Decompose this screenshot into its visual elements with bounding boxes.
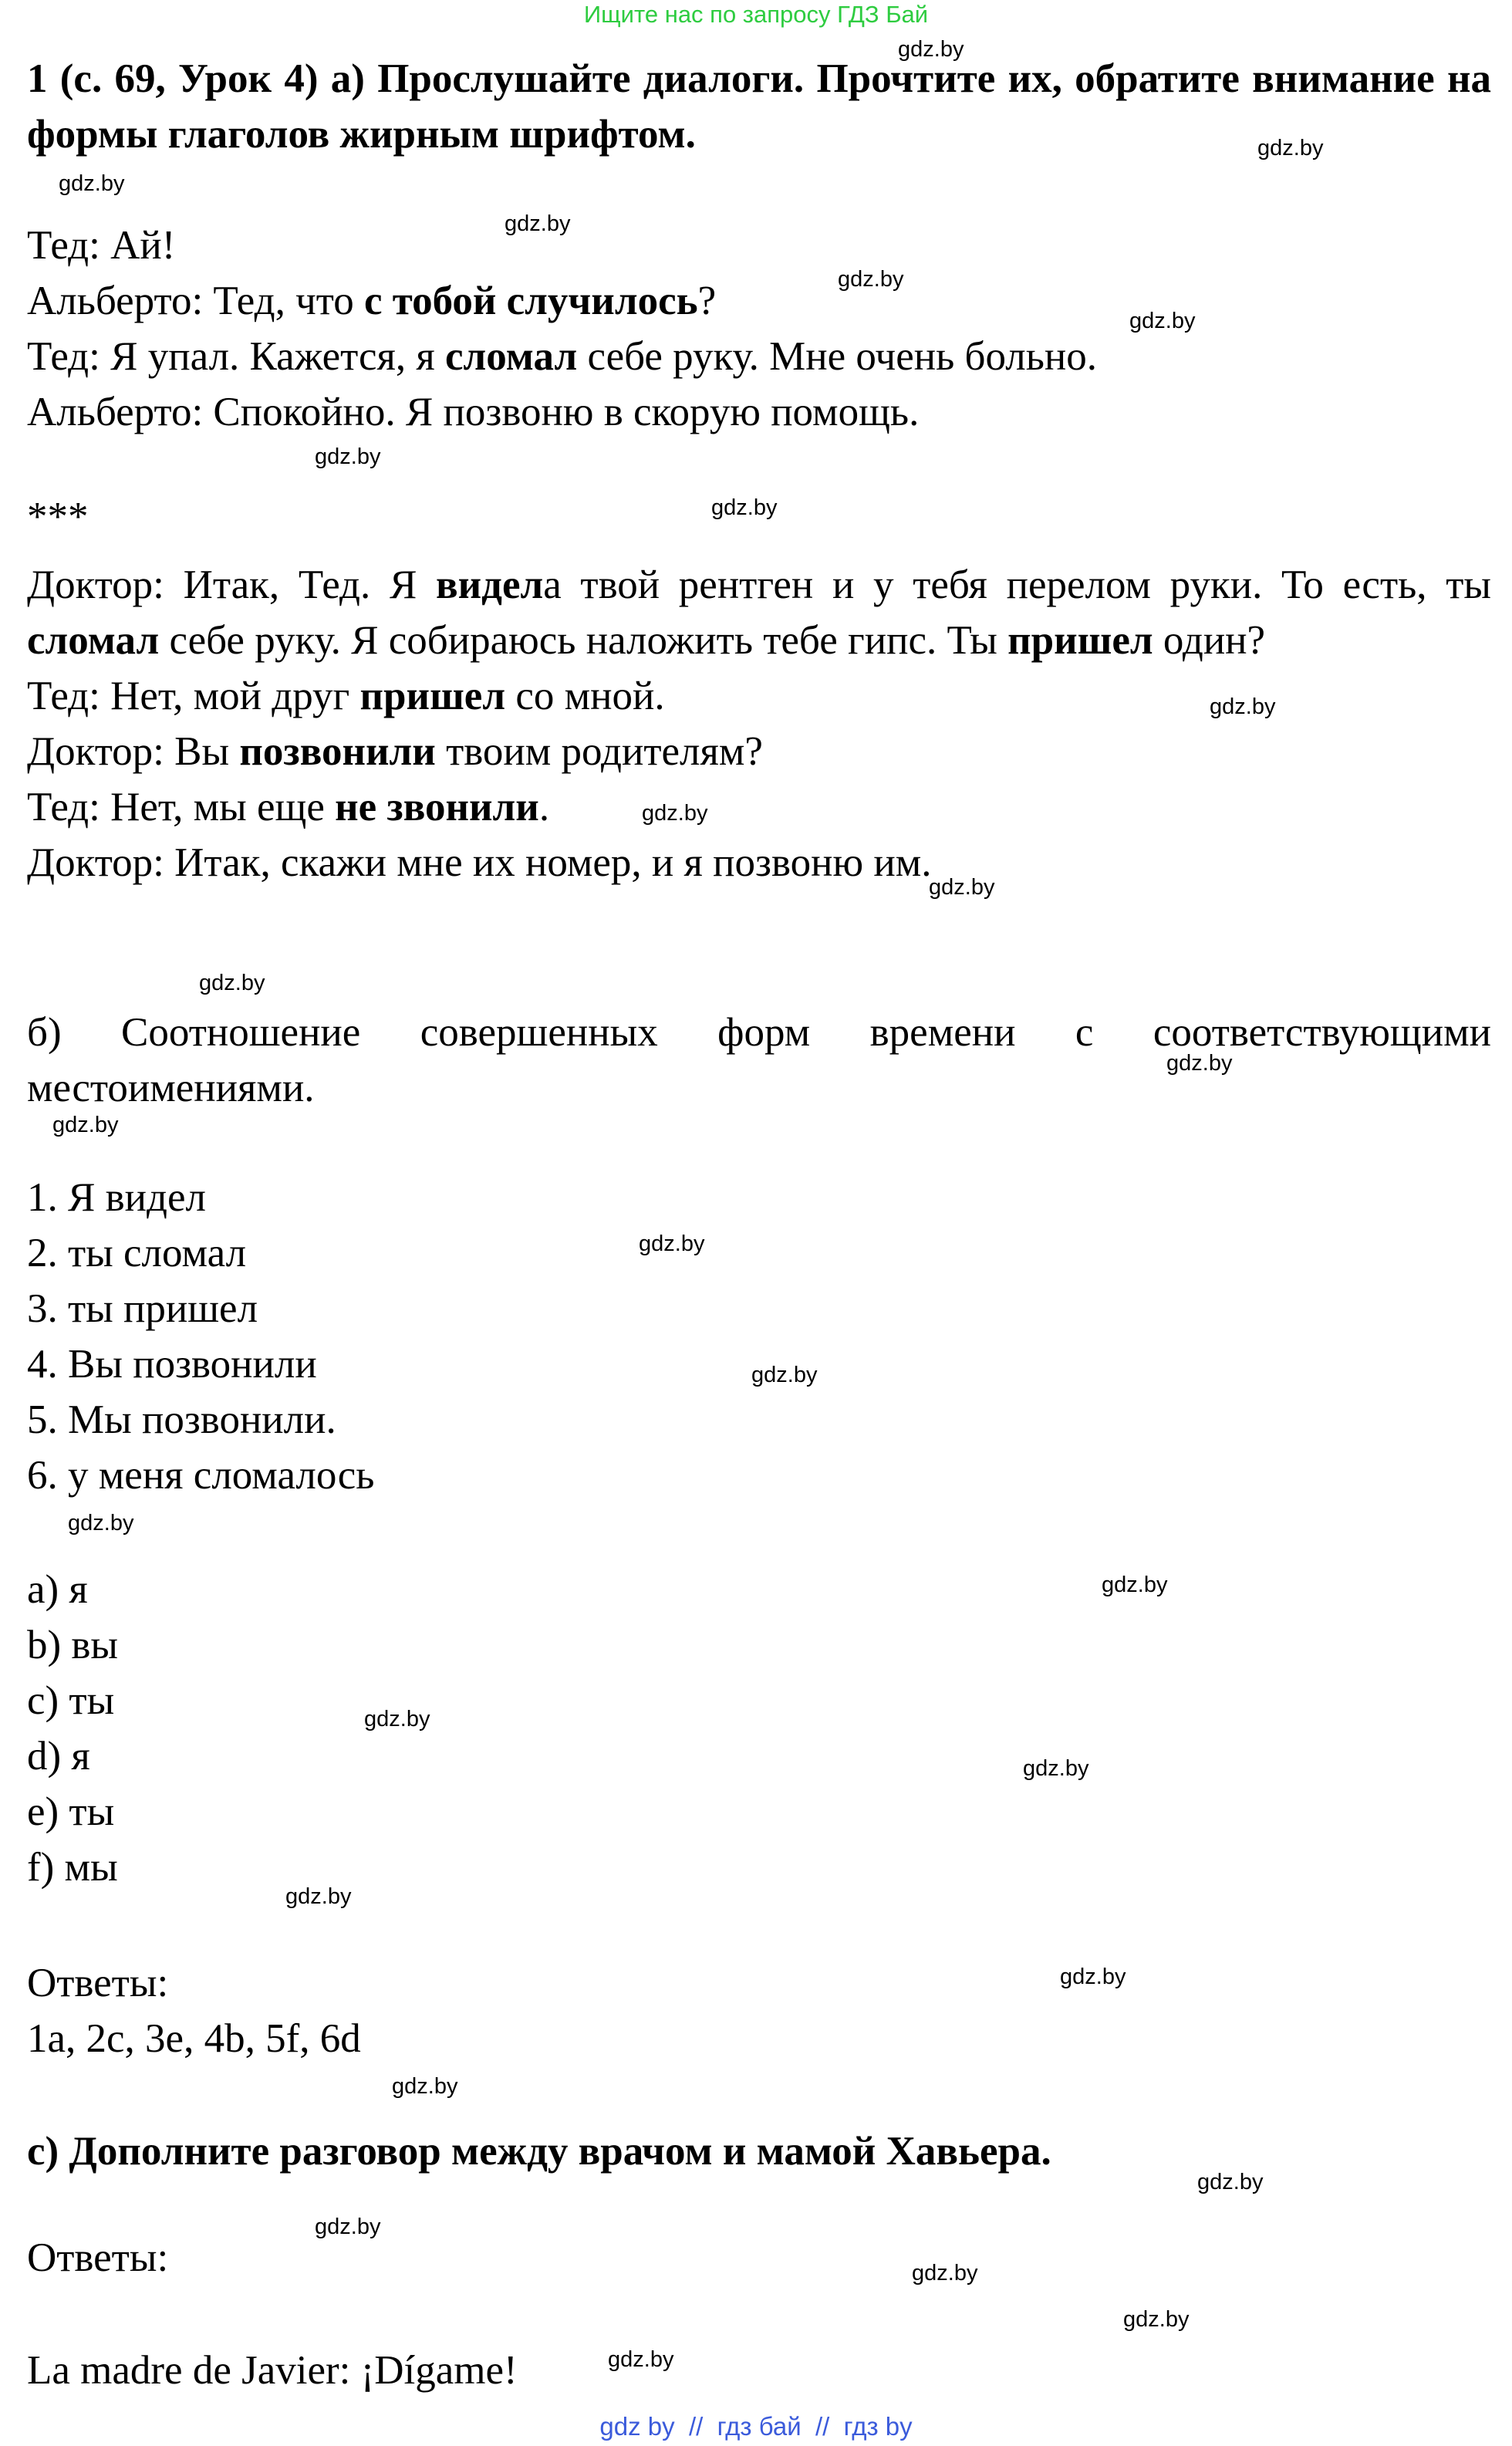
watermark: gdz.by bbox=[639, 1231, 705, 1256]
answers-value: 1a, 2c, 3e, 4b, 5f, 6d bbox=[27, 2016, 361, 2061]
watermark: gdz.by bbox=[392, 2074, 458, 2099]
bold-verb: позвонили bbox=[239, 729, 436, 774]
search-banner: Ищите нас по запросу ГДЗ Бай bbox=[583, 1, 929, 28]
watermark: gdz.by bbox=[1210, 694, 1276, 719]
watermark: gdz.by bbox=[315, 2215, 381, 2239]
answers-label: Ответы: bbox=[27, 1961, 169, 2005]
task-c-title: c) Дополните разговор между врачом и мамой Хавьера. bbox=[27, 2129, 1051, 2174]
text: один? bbox=[1153, 618, 1266, 663]
text: себе руку. Мне очень больно. bbox=[577, 334, 1098, 379]
text: себе руку. Я собираюсь наложить тебе гипс. Ты bbox=[159, 618, 1008, 663]
pronoun-item: e) ты bbox=[27, 1789, 115, 1834]
watermark: gdz.by bbox=[59, 171, 125, 196]
dialog1-line2 bbox=[27, 273, 716, 329]
watermark: gdz.by bbox=[1102, 1573, 1168, 1597]
bold-verb: пришел bbox=[359, 674, 506, 718]
dialog1-line3 bbox=[27, 329, 1097, 384]
verb-item: 6. у меня сломалось bbox=[27, 1453, 375, 1498]
text: а твой рентген и у тебя перелом руки. То есть, ты bbox=[543, 563, 1491, 607]
dialog2-line2 bbox=[27, 668, 665, 724]
watermark: gdz.by bbox=[199, 971, 265, 995]
text: Альберто: Тед, что bbox=[27, 279, 364, 323]
watermark: gdz.by bbox=[505, 211, 571, 236]
footer-links: gdz by // гдз бай // гдз by bbox=[599, 2412, 913, 2441]
watermark: gdz.by bbox=[1197, 2170, 1264, 2194]
bold-verb: сломал bbox=[444, 334, 578, 379]
bold-verb: видел bbox=[435, 563, 544, 607]
watermark: gdz.by bbox=[1060, 1965, 1126, 1989]
watermark: gdz.by bbox=[751, 1363, 818, 1387]
task-a-title-line1: 1 (с. 69, Урок 4) а) Прослушайте диалоги. Прочтите их, обратите bbox=[27, 56, 1240, 101]
separator: *** bbox=[27, 495, 89, 539]
verb-item: 5. Мы позвонили. bbox=[27, 1397, 336, 1442]
pronoun-item: f) мы bbox=[27, 1845, 118, 1890]
watermark: gdz.by bbox=[898, 37, 964, 62]
watermark: gdz.by bbox=[929, 875, 995, 900]
watermark: gdz.by bbox=[838, 267, 904, 292]
verb-item: 3. ты пришел bbox=[27, 1286, 258, 1331]
text: со мной. bbox=[505, 674, 665, 718]
answers-label: Ответы: bbox=[27, 2235, 169, 2280]
dialog2-paragraph1 bbox=[27, 557, 1491, 668]
watermark: gdz.by bbox=[364, 1707, 430, 1731]
watermark: gdz.by bbox=[1129, 309, 1196, 333]
pronoun-item: d) я bbox=[27, 1734, 90, 1779]
dialog2-line3 bbox=[27, 724, 763, 779]
text: ? bbox=[697, 279, 717, 323]
watermark: gdz.by bbox=[1023, 1756, 1089, 1781]
watermark: gdz.by bbox=[608, 2347, 674, 2372]
dialog2-line5: Доктор: Итак, скажи мне их номер, и я позвоню им. bbox=[27, 840, 932, 885]
pronoun-item: a) я bbox=[27, 1567, 88, 1612]
watermark: gdz.by bbox=[52, 1113, 119, 1137]
bold-verb: пришел bbox=[1007, 618, 1153, 663]
watermark: gdz.by bbox=[315, 444, 381, 469]
bold-verb: сломал bbox=[27, 618, 160, 663]
watermark: gdz.by bbox=[642, 801, 708, 826]
text: Тед: Нет, мы еще bbox=[27, 785, 336, 829]
watermark: gdz.by bbox=[711, 495, 778, 520]
watermark: gdz.by bbox=[1166, 1051, 1233, 1076]
task-b-text: б) Соотношение совершенных форм времени с соответствующими местоимениями. bbox=[27, 1010, 1491, 1110]
text: твоим родителям? bbox=[435, 729, 763, 774]
bold-verb: с тобой случилось bbox=[363, 279, 698, 323]
verb-item: 2. ты сломал bbox=[27, 1231, 247, 1275]
watermark: gdz.by bbox=[285, 1884, 352, 1909]
text: Доктор: Вы bbox=[27, 729, 240, 774]
text: Тед: Нет, мой друг bbox=[27, 674, 360, 718]
dialog2-line4 bbox=[27, 779, 549, 835]
verb-item: 4. Вы позвонили bbox=[27, 1342, 317, 1387]
pronoun-item: c) ты bbox=[27, 1678, 115, 1723]
watermark: gdz.by bbox=[1123, 2307, 1190, 2332]
verb-item: 1. Я видел bbox=[27, 1175, 206, 1220]
dialog3-line1: La madre de Javier: ¡Dígame! bbox=[27, 2348, 518, 2393]
dialog1-line1: Тед: Ай! bbox=[27, 223, 176, 268]
watermark: gdz.by bbox=[68, 1511, 134, 1536]
pronoun-item: b) вы bbox=[27, 1623, 119, 1667]
watermark: gdz.by bbox=[1257, 136, 1324, 160]
text: Тед: Я упал. Кажется, я bbox=[27, 334, 445, 379]
dialog1-line4: Альберто: Спокойно. Я позвоню в скорую помощь. bbox=[27, 390, 920, 434]
watermark: gdz.by bbox=[912, 2261, 978, 2286]
text: . bbox=[538, 785, 550, 829]
bold-verb: не звонили bbox=[335, 785, 539, 829]
task-a-title-line2: внимание на формы глаголов жирным шрифтом. bbox=[27, 56, 1492, 157]
text: Доктор: Итак, Тед. Я bbox=[27, 563, 436, 607]
